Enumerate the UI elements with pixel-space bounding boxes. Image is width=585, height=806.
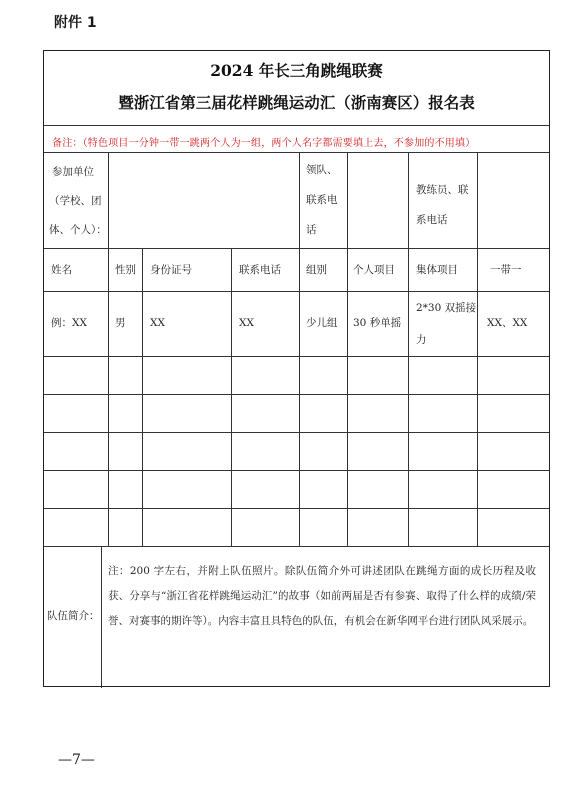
divider — [44, 356, 549, 357]
example-team-line1: 2*30 双摇接 — [416, 302, 477, 314]
column-header-phone: 联系电话 — [239, 264, 281, 276]
divider — [44, 248, 549, 249]
coach-label-line2: 系电话 — [416, 214, 448, 226]
column-header-one-with-one: 一带一 — [490, 264, 522, 276]
unit-label-line2: （学校、团 — [49, 195, 102, 207]
divider — [408, 248, 409, 546]
divider — [299, 152, 300, 248]
leader-label-line3: 话 — [306, 224, 317, 236]
divider — [108, 248, 109, 546]
divider — [231, 248, 232, 546]
example-gender: 男 — [115, 317, 126, 329]
team-intro-text: 注：200 字左右，并附上队伍照片。除队伍简介外可讲述团队在跳绳方面的成长历程及收获、分享与“浙江省花样跳绳运动汇”的故事（如前两届是否有参赛、取得了什么样的成绩/荣誉、对赛事的期许等）。内容丰富且具特色的队伍，有机会在新华网平台进行团队风采展示。 — [108, 565, 536, 627]
example-name: 例：XX — [51, 317, 87, 329]
divider — [142, 248, 143, 546]
divider — [44, 546, 549, 547]
column-header-individual: 个人项目 — [353, 264, 395, 276]
coach-label-line1: 教练员、联 — [416, 184, 469, 196]
divider — [299, 248, 300, 546]
divider — [108, 152, 109, 248]
column-header-id: 身份证号 — [150, 264, 192, 276]
example-phone: XX — [239, 317, 254, 329]
example-one-with-one: XX、XX — [487, 317, 528, 329]
divider — [408, 152, 409, 248]
leader-label-line1: 领队、 — [306, 164, 338, 176]
divider — [477, 152, 478, 248]
example-group: 少儿组 — [306, 317, 338, 329]
unit-label-line1: 参加单位 — [52, 166, 94, 178]
divider — [477, 248, 478, 546]
form-title-line1: 2024 年长三角跳绳联赛 — [210, 61, 383, 80]
form-title-line2: 暨浙江省第三届花样跳绳运动汇（浙南赛区）报名表 — [118, 93, 475, 112]
team-intro-label: 队伍简介： — [47, 610, 100, 622]
divider — [44, 508, 549, 509]
leader-label-line2: 联系电 — [306, 194, 338, 206]
unit-label-line3: 体、个人）： — [49, 224, 107, 236]
registration-form — [43, 50, 550, 687]
divider — [347, 152, 348, 248]
example-id: XX — [150, 317, 165, 329]
divider — [44, 470, 549, 471]
example-individual: 30 秒单摇 — [353, 317, 402, 329]
page-number: —7— — [58, 752, 95, 768]
divider — [44, 125, 549, 126]
attachment-label: 附件 1 — [54, 15, 97, 31]
example-team-line2: 力 — [416, 334, 427, 346]
remark-note: 备注：（特色项目一分钟一带一跳两个人为一组，两个人名字都需要填上去，不参加的不用填） — [52, 138, 476, 149]
divider — [44, 291, 549, 292]
column-header-team: 集体项目 — [416, 264, 458, 276]
divider — [44, 432, 549, 433]
divider — [44, 394, 549, 395]
divider — [101, 546, 102, 688]
column-header-name: 姓名 — [51, 264, 72, 276]
column-header-gender: 性别 — [115, 264, 136, 276]
divider — [44, 152, 549, 153]
column-header-group: 组别 — [306, 264, 327, 276]
divider — [347, 248, 348, 546]
